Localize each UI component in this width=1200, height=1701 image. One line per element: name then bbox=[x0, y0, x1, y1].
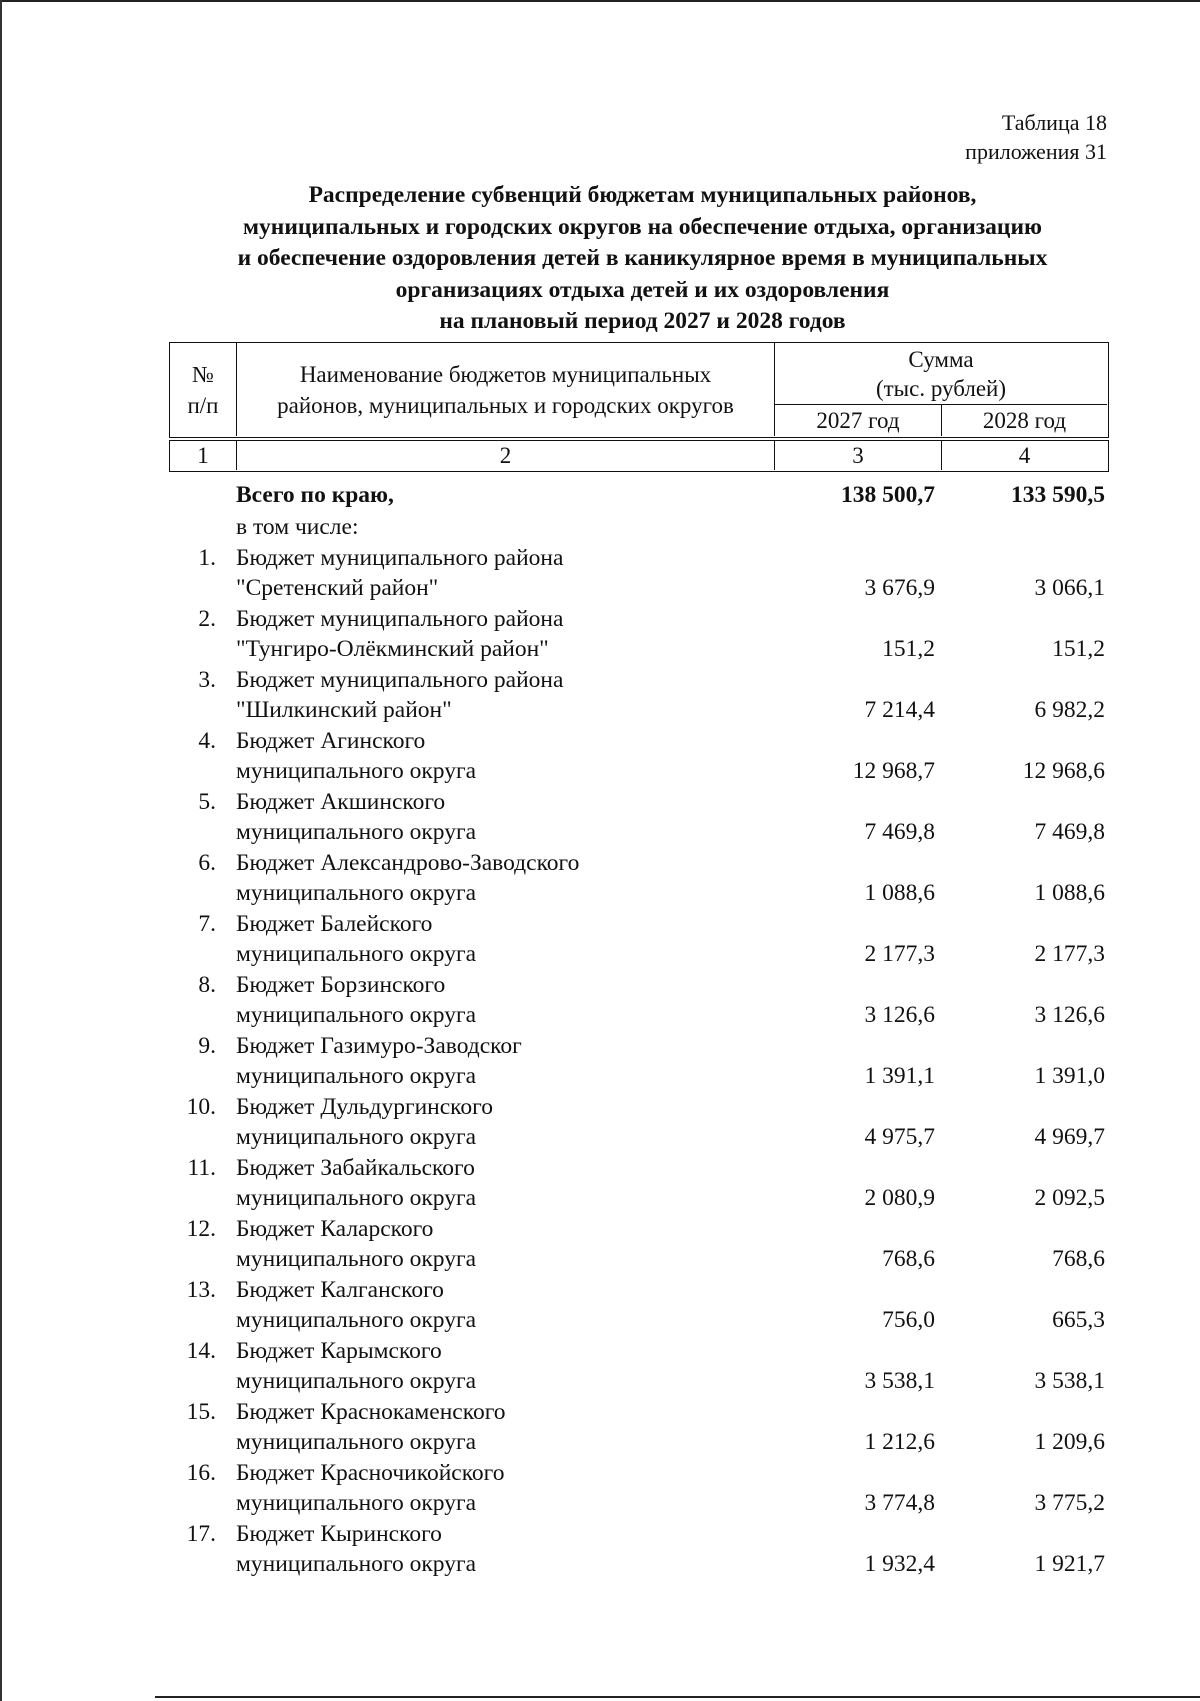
row-number: 6. bbox=[198, 849, 216, 876]
row-name-line1: Бюджет Борзинского bbox=[236, 971, 446, 998]
table-row bbox=[160, 909, 1105, 970]
row-name-line1: Бюджет Карымского bbox=[236, 1337, 442, 1364]
subheading-row bbox=[160, 512, 1105, 543]
row-name-line2: муниципального округа bbox=[236, 1002, 477, 1028]
row-number: 3. bbox=[198, 666, 216, 693]
row-name-line1: Бюджет Балейского bbox=[236, 910, 433, 937]
column-number: 1 bbox=[170, 441, 237, 470]
row-value-2028: 768,6 bbox=[1052, 1246, 1105, 1272]
row-name-line1: Бюджет Каларского bbox=[236, 1215, 434, 1242]
table-row bbox=[160, 1092, 1105, 1153]
row-name-line2: муниципального округа bbox=[236, 880, 477, 906]
row-number: 9. bbox=[198, 1032, 216, 1059]
header-name-line1: Наименование бюджетов муниципальных bbox=[299, 361, 712, 387]
title-line: организациях отдыха детей и их оздоровления bbox=[395, 276, 890, 303]
row-value-2028: 4 969,7 bbox=[1034, 1124, 1105, 1150]
row-value-2027: 4 975,7 bbox=[864, 1124, 935, 1150]
row-value-2027: 3 774,8 bbox=[864, 1490, 935, 1516]
row-value-2027: 1 932,4 bbox=[864, 1551, 935, 1577]
title-line: Распределение субвенций бюджетам муниципальных районов, bbox=[308, 182, 977, 208]
table-row bbox=[160, 970, 1105, 1031]
row-number: 10. bbox=[186, 1093, 216, 1120]
table-row bbox=[160, 787, 1105, 848]
row-value-2027: 1 391,1 bbox=[864, 1063, 935, 1089]
table-row bbox=[160, 1519, 1105, 1580]
row-number: 4. bbox=[198, 727, 216, 754]
table-row bbox=[160, 848, 1105, 909]
table-row bbox=[160, 665, 1105, 726]
row-value-2028: 3 066,1 bbox=[1034, 575, 1105, 601]
title-line: и обеспечение оздоровления детей в каникулярное время в муниципальных bbox=[237, 245, 1048, 271]
row-value-2027: 3 126,6 bbox=[864, 1002, 935, 1028]
row-name-line2: муниципального округа bbox=[236, 1551, 477, 1577]
row-name-line2: муниципального округа bbox=[236, 1490, 477, 1516]
row-name-line1: Бюджет Красночикойского bbox=[236, 1459, 505, 1486]
row-name-line1: Бюджет Александрово-Заводского bbox=[236, 849, 580, 876]
table-row bbox=[160, 1153, 1105, 1214]
row-value-2027: 12 968,7 bbox=[852, 758, 935, 784]
total-row bbox=[160, 480, 1105, 512]
row-number: 15. bbox=[186, 1398, 216, 1425]
total-value-2028: 133 590,5 bbox=[1011, 482, 1105, 508]
row-value-2028: 1 209,6 bbox=[1034, 1429, 1105, 1455]
caption-appendix: приложения 31 bbox=[965, 139, 1107, 164]
caption-table-number: Таблица 18 bbox=[1001, 110, 1107, 135]
header-year-2028: 2028 год bbox=[982, 407, 1067, 433]
header-num-symbol: № bbox=[192, 361, 214, 387]
row-name-line2: "Шилкинский район" bbox=[236, 697, 452, 723]
row-name-line2: муниципального округа bbox=[236, 1124, 477, 1150]
row-name-line2: муниципального округа bbox=[236, 758, 477, 784]
subheading-label: в том числе: bbox=[236, 514, 359, 540]
row-name-line2: муниципального округа bbox=[236, 1185, 477, 1211]
row-name-line2: муниципального округа bbox=[236, 1246, 477, 1272]
column-number-row bbox=[169, 440, 1109, 472]
row-value-2028: 665,3 bbox=[1052, 1307, 1105, 1333]
table-row bbox=[160, 604, 1105, 665]
row-value-2028: 2 092,5 bbox=[1034, 1185, 1105, 1211]
header-sum-label: Сумма bbox=[908, 346, 974, 372]
column-number: 2 bbox=[237, 441, 775, 470]
row-name-line2: муниципального округа bbox=[236, 1307, 477, 1333]
row-value-2027: 1 088,6 bbox=[864, 880, 935, 906]
row-name-line1: Бюджет муниципального района bbox=[236, 666, 564, 693]
total-label: Всего по краю, bbox=[236, 482, 394, 508]
title-line: на плановый период 2027 и 2028 годов bbox=[439, 308, 846, 334]
row-name-line2: "Сретенский район" bbox=[236, 575, 439, 601]
row-value-2027: 768,6 bbox=[882, 1246, 935, 1272]
row-name-line1: Бюджет Забайкальского bbox=[236, 1154, 475, 1181]
row-value-2027: 3 676,9 bbox=[864, 575, 935, 601]
row-value-2028: 7 469,8 bbox=[1034, 819, 1105, 845]
column-number: 3 bbox=[775, 441, 942, 470]
header-year-2027: 2027 год bbox=[775, 405, 942, 436]
row-number: 2. bbox=[198, 605, 216, 632]
row-value-2028: 6 982,2 bbox=[1034, 697, 1105, 723]
row-value-2027: 151,2 bbox=[882, 636, 935, 662]
scan-edge-left bbox=[0, 0, 2, 1701]
row-value-2027: 7 214,4 bbox=[864, 697, 935, 723]
row-name-line1: Бюджет Газимуро-Заводског bbox=[236, 1032, 522, 1059]
row-value-2028: 3 538,1 bbox=[1034, 1368, 1105, 1394]
row-name-line1: Бюджет Дульдургинского bbox=[236, 1093, 493, 1120]
row-value-2028: 1 921,7 bbox=[1034, 1551, 1105, 1577]
row-number: 8. bbox=[198, 971, 216, 998]
table-row bbox=[160, 726, 1105, 787]
row-number: 14. bbox=[186, 1337, 216, 1364]
table-row bbox=[160, 543, 1105, 604]
row-value-2028: 3 775,2 bbox=[1034, 1490, 1105, 1516]
header-num-abbr: п/п bbox=[187, 392, 219, 418]
row-name-line2: муниципального округа bbox=[236, 819, 477, 845]
row-name-line2: муниципального округа bbox=[236, 941, 477, 967]
row-value-2028: 1 088,6 bbox=[1034, 880, 1105, 906]
table-caption bbox=[965, 108, 1107, 166]
row-number: 12. bbox=[186, 1215, 216, 1242]
table-row bbox=[160, 1214, 1105, 1275]
row-name-line2: муниципального округа bbox=[236, 1063, 477, 1089]
row-value-2028: 2 177,3 bbox=[1034, 941, 1105, 967]
row-value-2027: 7 469,8 bbox=[864, 819, 935, 845]
row-name-line1: Бюджет муниципального района bbox=[236, 605, 564, 632]
table-row bbox=[160, 1397, 1105, 1458]
header-name-line2: районов, муниципальных и городских округов bbox=[277, 392, 734, 418]
total-value-2027: 138 500,7 bbox=[841, 482, 935, 508]
row-value-2028: 1 391,0 bbox=[1034, 1063, 1105, 1089]
table-row bbox=[160, 1336, 1105, 1397]
table-row bbox=[160, 1275, 1105, 1336]
row-number: 1. bbox=[198, 544, 216, 571]
row-number: 13. bbox=[186, 1276, 216, 1303]
row-number: 16. bbox=[186, 1459, 216, 1486]
row-value-2028: 12 968,6 bbox=[1022, 758, 1105, 784]
row-number: 5. bbox=[198, 788, 216, 815]
row-name-line1: Бюджет Калганского bbox=[236, 1276, 444, 1303]
row-name-line2: муниципального округа bbox=[236, 1368, 477, 1394]
row-number: 11. bbox=[187, 1154, 216, 1181]
table-row bbox=[160, 1458, 1105, 1519]
table-body bbox=[160, 480, 1105, 1580]
row-value-2027: 2 177,3 bbox=[864, 941, 935, 967]
row-value-2027: 1 212,6 bbox=[864, 1429, 935, 1455]
row-name-line1: Бюджет Кыринского bbox=[236, 1520, 442, 1547]
row-name-line1: Бюджет Акшинского bbox=[236, 788, 446, 815]
header-num-cell bbox=[170, 343, 237, 436]
scan-edge-top bbox=[0, 0, 1200, 2]
row-value-2028: 3 126,6 bbox=[1034, 1002, 1105, 1028]
row-value-2028: 151,2 bbox=[1052, 636, 1105, 662]
title-line: муниципальных и городских округов на обеспечение отдыха, организацию bbox=[243, 213, 1042, 240]
table-header bbox=[169, 342, 1109, 438]
row-number: 17. bbox=[186, 1520, 216, 1547]
header-sum-cell bbox=[775, 343, 1107, 405]
header-sum-unit: (тыс. рублей) bbox=[875, 375, 1007, 401]
row-name-line2: "Тунгиро-Олёкминский район" bbox=[236, 636, 549, 662]
row-value-2027: 2 080,9 bbox=[864, 1185, 935, 1211]
row-number: 7. bbox=[198, 910, 216, 937]
row-value-2027: 756,0 bbox=[882, 1307, 935, 1333]
row-name-line2: муниципального округа bbox=[236, 1429, 477, 1455]
row-name-line1: Бюджет Краснокаменского bbox=[236, 1398, 506, 1425]
column-number: 4 bbox=[1018, 442, 1031, 468]
scan-edge-bottom bbox=[155, 1696, 1200, 1698]
row-name-line1: Бюджет Агинского bbox=[236, 727, 426, 754]
table-row bbox=[160, 1031, 1105, 1092]
row-name-line1: Бюджет муниципального района bbox=[236, 544, 564, 571]
document-title bbox=[160, 180, 1125, 338]
header-name-cell bbox=[237, 343, 775, 436]
row-value-2027: 3 538,1 bbox=[864, 1368, 935, 1394]
